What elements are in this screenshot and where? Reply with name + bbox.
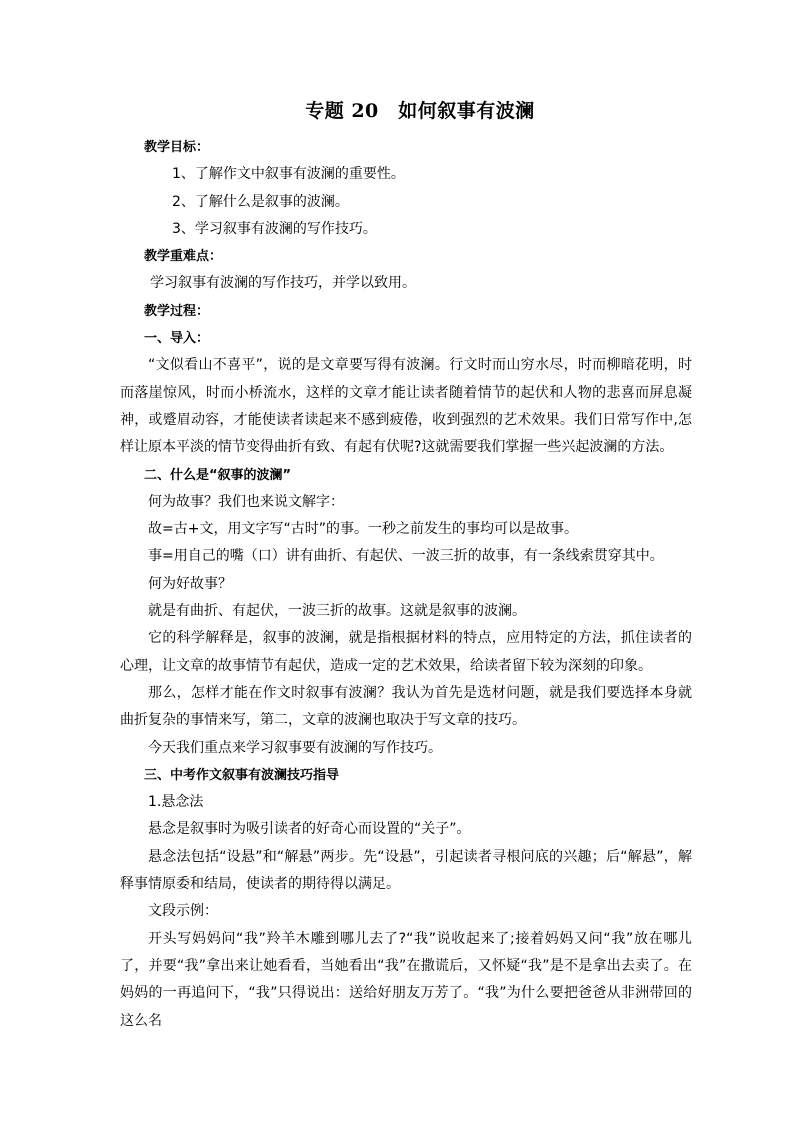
what-paragraph: 那么，怎样才能在作文时叙事有波澜？我认为首先是选材问题，就是我们要选择本身就曲折复杂的事情来写，第二，文章的波澜也取决于写文章的技巧。	[120, 684, 692, 729]
what-paragraph: 何为故事？我们也来说文解字：	[148, 493, 344, 510]
what-paragraph: 就是有曲折、有起伏，一波三折的故事。这就是叙事的波澜。	[148, 603, 526, 620]
goal-item: 2、了解什么是叙事的波澜。	[172, 193, 349, 210]
skill-paragraph: 1.悬念法	[148, 794, 204, 811]
goal-heading: 教学目标：	[144, 140, 210, 155]
key-heading: 教学重难点：	[144, 249, 223, 265]
skill-paragraph: 悬念法包括“设悬”和“解悬”两步。先“设悬”，引起读者寻根问底的兴趣；后“解悬”，解释事情原委和结局，使读者的期待得以满足。	[120, 848, 692, 893]
intro-paragraph: “文似看山不喜平”，说的是文章要写得有波澜。行文时而山穷水尽，时而柳暗花明，时而落崖惊风，时而小桥流水，这样的文章才能让读者随着情节的起伏和人物的悲喜而屏息凝神，或蹙眉动容，才能使读者读起来不感到疲倦，收到强烈的艺术效果。我们日常写作中,怎样让原本平淡的情节变得曲折有致、有起有伏呢?这就需要我们掌握一些兴起波澜的方法。	[120, 357, 692, 456]
what-heading: 二、什么是“叙事的波澜”	[144, 467, 292, 483]
what-paragraph: 何为好故事？	[148, 575, 232, 592]
what-paragraph: 事=用自己的嘴（口）讲有曲折、有起伏、一波三折的故事，有一条线索贯穿其中。	[148, 548, 664, 565]
goal-item: 3、学习叙事有波澜的写作技巧。	[172, 220, 377, 237]
document-body	[120, 134, 692, 1035]
key-text: 学习叙事有波澜的写作技巧，并学以致用。	[150, 275, 416, 292]
what-paragraph: 故=古+文，用文字写“古时”的事。一秒之前发生的事均可以是故事。	[148, 521, 578, 538]
skill-heading: 三、中考作文叙事有波澜技巧指导	[144, 767, 340, 783]
process-heading: 教学过程：	[144, 303, 210, 319]
what-paragraph: 今天我们重点来学习叙事要有波澜的写作技巧。	[148, 739, 442, 756]
what-paragraph: 它的科学解释是，叙事的波澜，就是指根据材料的特点，应用特定的方法，抓住读者的心理，让文章的故事情节有起伏，造成一定的艺术效果，给读者留下较为深刻的印象。	[120, 630, 692, 674]
goal-item: 1、了解作文中叙事有波澜的重要性。	[172, 166, 405, 183]
skill-paragraph: 悬念是叙事时为吸引读者的好奇心而设置的“关子”。	[148, 821, 471, 838]
page-title: 专题 20 如何叙事有波澜	[305, 100, 535, 122]
intro-heading: 一、导入：	[144, 331, 210, 347]
skill-paragraph: 开头写妈妈问“我”羚羊木雕到哪儿去了?“我”说收起来了;接着妈妈又问“我”放在哪儿了，并要“我”拿出来让她看看，当她看出“我”在撒谎后，又怀疑“我”是不是拿出去卖了。在妈妈的一再追问下，“我”只得说出：送给好朋友万芳了。“我”为什么要把爸爸从非洲带回的这么名	[120, 930, 692, 1029]
skill-paragraph: 文段示例：	[148, 903, 218, 920]
